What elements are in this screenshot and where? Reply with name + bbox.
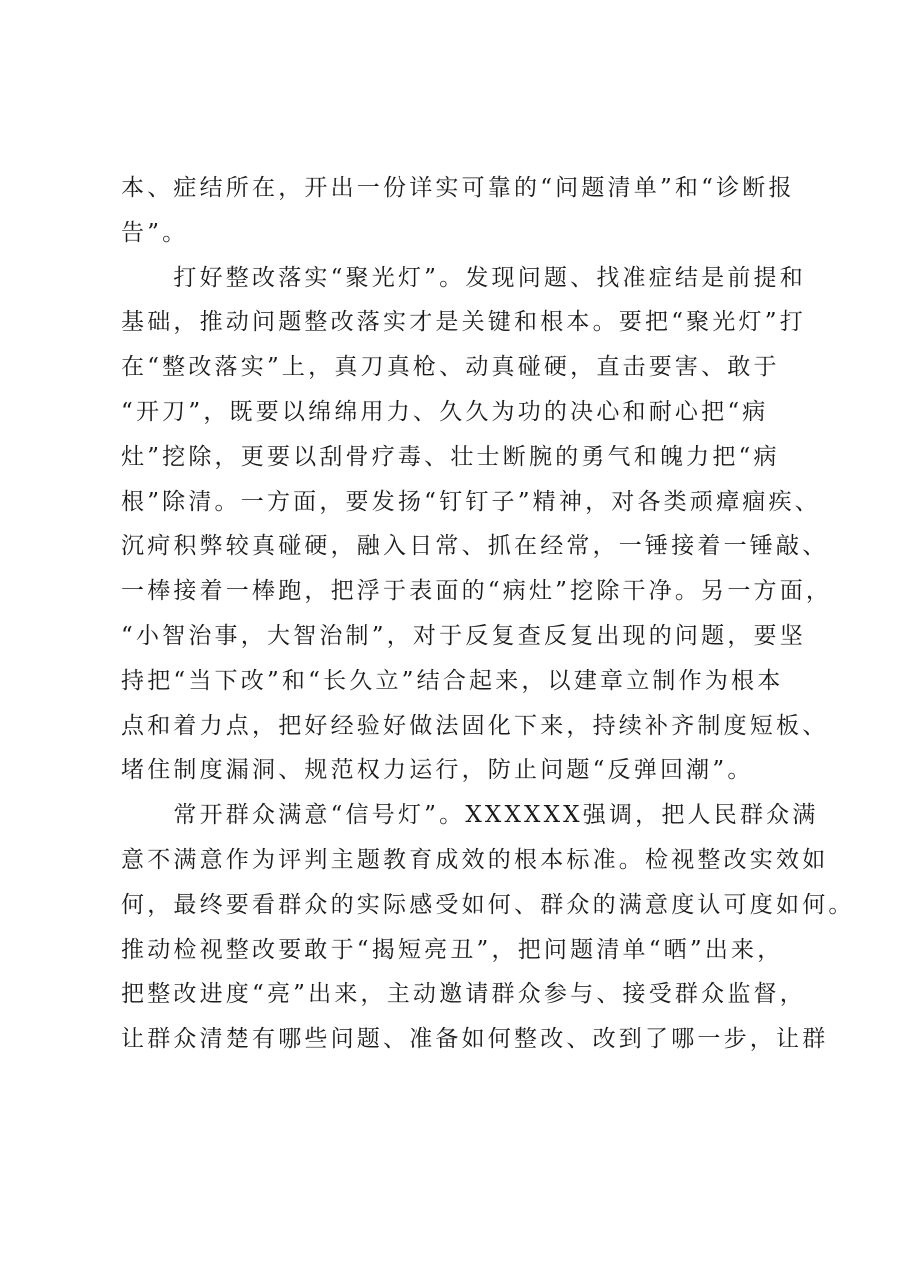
text-line: 在“整改落实”上，真刀真枪、动真碰硬，直击要害、敢于 xyxy=(121,354,780,381)
text-line: 根”除清。一方面，要发扬“钉钉子”精神，对各类顽瘴痼疾、 xyxy=(121,488,821,515)
text-line: 堵住制度漏洞、规范权力运行，防止问题“反弹回潮”。 xyxy=(121,757,754,784)
text-line: 告”。 xyxy=(121,219,189,246)
text-line: 把整改进度“亮”出来，主动邀请群众参与、接受群众监督， xyxy=(121,981,806,1008)
text-line: “开刀”，既要以绵绵用力、久久为功的决心和耐心把“病 xyxy=(121,398,769,425)
text-line: 常开群众满意“信号灯”。XXXXXX强调，把人民群众满 xyxy=(121,802,819,829)
text-line: 本、症结所在，开出一份详实可靠的“问题清单”和“诊断报 xyxy=(121,175,795,201)
text-line: 推动检视整改要敢于“揭短亮丑”，把问题清单“晒”出来， xyxy=(121,936,784,963)
text-line: 何，最终要看群众的实际感受如何、群众的满意度认可度如何。 xyxy=(121,891,855,918)
text-line: 打好整改落实“聚光灯”。发现问题、找准症结是前提和 xyxy=(121,264,806,291)
text-line: “小智治事，大智治制”，对于反复查反复出现的问题，要坚 xyxy=(121,622,806,649)
body-text xyxy=(121,166,855,1062)
text-line: 让群众清楚有哪些问题、准备如何整改、改到了哪一步，让群 xyxy=(121,1026,829,1053)
text-line: 灶”挖除，更要以刮骨疗毒、壮士断腕的勇气和魄力把“病 xyxy=(121,443,780,470)
text-line: 持把“当下改”和“长久立”结合起来，以建章立制作为根本 xyxy=(121,667,784,694)
text-line: 意不满意作为评判主题教育成效的根本标准。检视整改实效如 xyxy=(121,846,829,873)
text-line: 点和着力点，把好经验好做法固化下来，持续补齐制度短板、 xyxy=(121,712,829,739)
text-line: 一棒接着一棒跑，把浮于表面的“病灶”挖除干净。另一方面， xyxy=(121,578,833,605)
text-line: 基础，推动问题整改落实才是关键和根本。要把“聚光灯”打 xyxy=(121,309,806,336)
text-line: 沉疴积弊较真碰硬，融入日常、抓在经常，一锤接着一锤敲、 xyxy=(121,533,829,560)
